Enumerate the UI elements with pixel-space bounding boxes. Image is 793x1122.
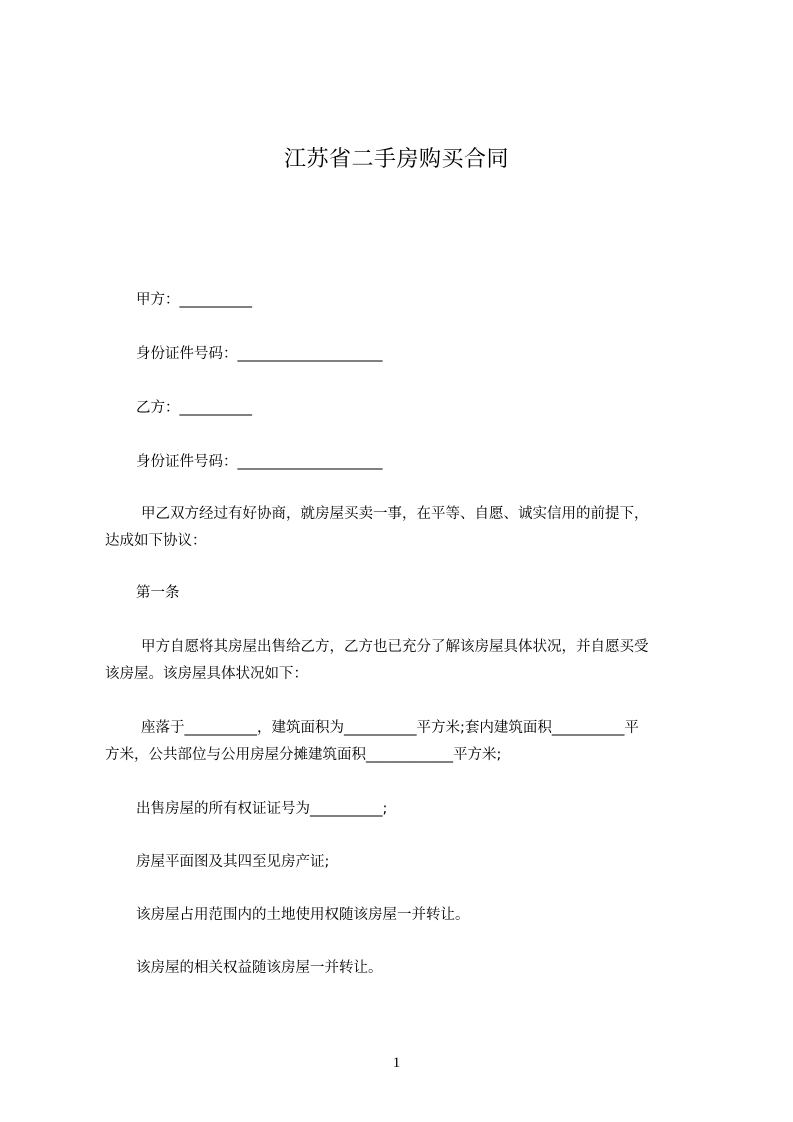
intro-line-1: 甲乙双方经过有好协商，就房屋买卖一事，在平等、自愿、诚实信用的前提下， [141, 506, 649, 522]
rights-line: 该房屋的相关权益随该房屋一并转让。 [136, 960, 383, 976]
party-a-line: 甲方：__________ [136, 292, 252, 308]
page-number: 1 [392, 1055, 401, 1071]
party-b-line: 乙方：__________ [136, 400, 252, 416]
floor-plan-line: 房屋平面图及其四至见房产证; [136, 854, 330, 870]
party-b-id-line: 身份证件号码：____________________ [136, 454, 383, 470]
intro-line-2: 达成如下协议： [105, 533, 207, 549]
article-1-line-2: 该房屋。该房屋具体状况如下： [105, 666, 308, 682]
article-1-line-1: 甲方自愿将其房屋出售给乙方，乙方也已充分了解该房屋具体状况，并自愿买受 [141, 639, 649, 655]
location-line-2: 方米，公共部位与公用房屋分摊建筑面积____________平方米; [105, 747, 502, 763]
party-a-id-line: 身份证件号码：____________________ [136, 346, 383, 362]
certificate-line: 出售房屋的所有权证证号为__________; [136, 801, 388, 817]
article-1-heading: 第一条 [136, 585, 180, 601]
location-line-1: 座落于__________，建筑面积为__________平方米;套内建筑面积__________平 [141, 720, 639, 736]
land-use-line: 该房屋占用范围内的土地使用权随该房屋一并转让。 [136, 907, 470, 923]
document-title: 江苏省二手房购买合同 [283, 147, 509, 172]
